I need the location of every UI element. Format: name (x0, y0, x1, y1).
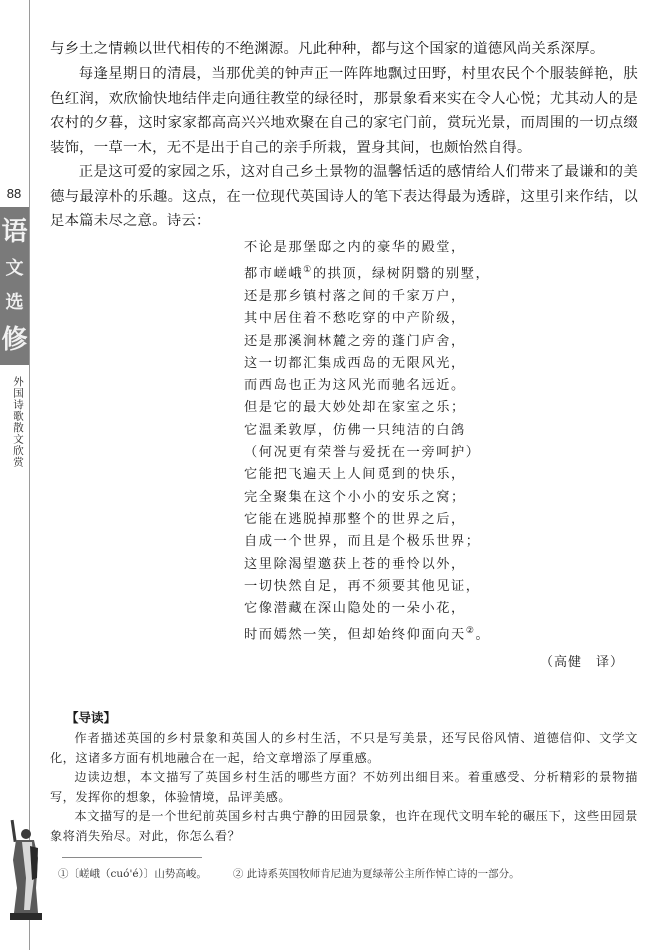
book-title: 外国诗歌散文欣赏 (12, 376, 24, 468)
poem-line: 其中居住着不愁吃穿的中产阶级， (244, 311, 466, 327)
page-number: 88 (6, 186, 22, 201)
guide-heading: 【导读】 (66, 710, 117, 725)
footnote-ref-2[interactable]: ② (465, 626, 476, 637)
poem-line: 它能在逃脱掉那整个的世界之后， (244, 511, 466, 527)
statue-icon (4, 818, 46, 928)
poem-line: 还是那乡镇村落之间的千家万户， (244, 288, 466, 304)
poem-line: 还是那溪涧林麓之旁的蓬门庐舍， (244, 333, 466, 349)
poem-line: 完全聚集在这个小小的安乐之窝； (244, 489, 466, 505)
series-char: 选 (5, 291, 24, 313)
poem-line: 它能把飞遍天上人间觅到的快乐， (244, 467, 466, 483)
poem-line: 一切快然自足，再不须要其他见证， (244, 578, 481, 594)
poem-line: 它温柔敦厚，仿佛一只纯洁的白鸽 (244, 422, 466, 438)
footnotes (58, 866, 638, 881)
poem-line (244, 620, 524, 647)
series-char: 语 (1, 216, 28, 247)
guide-paragraph: 边读边想，本文描写了英国乡村生活的哪些方面？不妨列出细目来。着重感受、分析精彩的景物描写，发挥你的想象，体验情境，品评美感。 (50, 770, 638, 804)
page-margin-rule (29, 0, 30, 950)
footnote-1: ①〔嵯峨（cuó'é）〕山势高峻。 (58, 868, 207, 880)
poem-line-text: 的拱顶，绿树阴翳的别墅， (312, 266, 491, 282)
poem-line-text: 时而嫣然一笑，但却始终仰面向天 (244, 627, 466, 643)
series-char: 文 (5, 258, 24, 280)
body-paragraph: 正是这可爱的家园之乐，这对自己乡土景物的温馨恬适的感情给人们带来了最谦和的美德与最淳朴的乐趣。这点，在一位现代英国诗人的笔下表达得最为透辟，这里引来作结，以足本篇未尽之意。诗云： (50, 164, 638, 230)
poem-line (244, 259, 524, 286)
poem-line: 但是它的最大妙处却在家室之乐； (244, 400, 466, 416)
poem-line: 它像潜藏在深山隐处的一朵小花， (244, 601, 466, 617)
poem-line: 不论是那堡邸之内的豪华的殿堂， (244, 240, 466, 255)
footnote-ref-1[interactable]: ① (303, 265, 313, 276)
guide-paragraph: 作者描述英国的乡村景象和英国人的乡村生活，不只是写美景，还写民俗风情、道德信仰、文学文化，这诸多方面有机地融合在一起，给文章增添了厚重感。 (50, 731, 638, 765)
guide-paragraph: 本文描写的是一个世纪前英国乡村古典宁静的田园景象，也许在现代文明车轮的碾压下，这些田园景象将消失殆尽。对此，你怎么看？ (50, 809, 638, 843)
poem-line-text: 都市嵯峨 (244, 266, 304, 282)
poem (244, 237, 524, 647)
series-char: 修 (1, 325, 28, 356)
reading-guide (50, 708, 638, 846)
footnote-divider (62, 857, 202, 858)
poem-final-punct: 。 (475, 627, 491, 643)
body-paragraph: 每逢星期日的清晨，当那优美的钟声正一阵阵地飘过田野，村里农民个个服装鲜艳，肤色红润，欢欣愉快地结伴走向通往教堂的绿径时，那景象看来实在令人心悦；尤其动人的是农村的夕暮，这时家家都高高兴兴地欢聚在自己的家宅门前，赏玩光景，而周围的一切点缀装饰，一草一木，无不是出于自己的亲手所栽，置身其间，也颇怡然自得。 (50, 66, 638, 156)
poem-line: 而西岛也正为这风光而驰名远近。 (244, 378, 466, 394)
series-band (0, 207, 29, 365)
footnote-2: ② 此诗系英国牧师肯尼迪为夏绿蒂公主所作悼亡诗的一部分。 (232, 868, 520, 880)
poem-line: 这里除渴望邀获上苍的垂怜以外， (244, 556, 466, 572)
poem-line: 这一切都汇集成西岛的无限风光， (244, 355, 466, 371)
poem-line: 自成一个世界，而且是个极乐世界； (244, 534, 481, 550)
body-paragraph: 与乡土之情赖以世代相传的不绝渊源。凡此种种，都与这个国家的道德风尚关系深厚。 (50, 41, 605, 57)
poem-line: （何况更有荣誉与爱抚在一旁呵护） (244, 445, 481, 461)
translator-credit: （高健 译） (540, 655, 625, 670)
